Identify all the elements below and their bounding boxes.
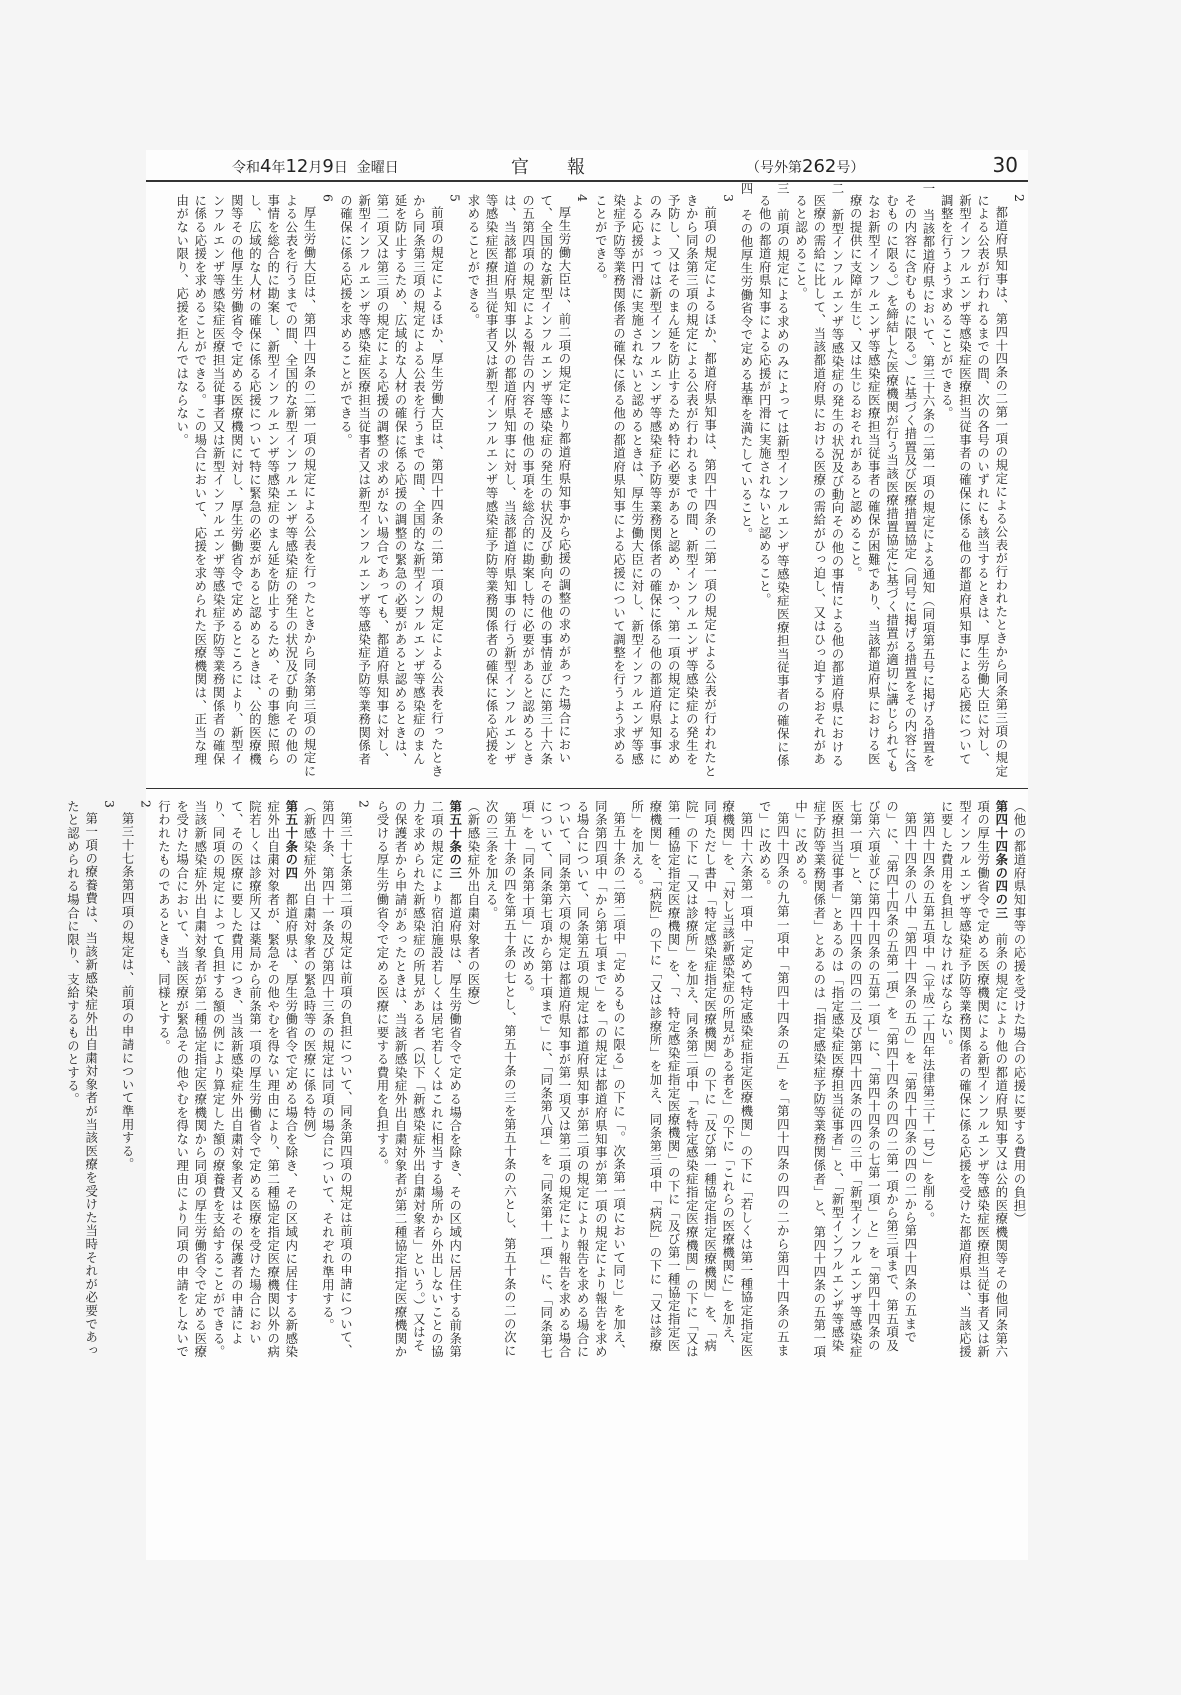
page-number: 30 [992, 153, 1018, 177]
paragraph-number: 3 [720, 194, 736, 203]
gazette-title: 官報 [511, 157, 623, 178]
gazette-page [65, 150, 1028, 1560]
paragraph: 第五十条の四を第五十条の七とし、第五十条の三を第五十条の六とし、第五十条の二の次に次の三条を加える。 [484, 800, 518, 1358]
paragraph: 第一項の療養費は、当該新感染症外出自粛対象者が当該医療を受けた当時それが必要であったと認められる場合に限り、支給するものとする。 [65, 800, 99, 1358]
article-paragraph [373, 800, 464, 1360]
list-item: 四 その他厚生労働省令で定める基準を満たしていること。 [738, 181, 754, 541]
paragraph: 第四十四条の八中「第四十四条の五の」を「第四十四条の四の二から第四十四条の五までの」に、「第四十四条の五第一項」を「第四十四条の四の二第一項から第三項まで、第五項及び第六項並びに第四十四条の五第一項」に、「第四十四条の七第一項」と」を「第四十四条の七第一項」と、第四十四条の四の二及び第四十四条の四の三中「新型インフルエンザ等感染症医療担当従事者」とあるのは「指定感染症医療担当従事者」と、「新型インフルエンザ等感染症予防等業務関係者」とあるのは「指定感染症予防等業務関係者」と、第四十四条の五第一項中」に改める。 [793, 800, 918, 1359]
paragraph-number: 6 [320, 194, 336, 203]
paragraph: 第四十四条の五第五項中「（平成二十四年法律第三十一号）」を削る。 [920, 812, 936, 1226]
issue-number: （号外第262号） [746, 156, 865, 177]
paragraph: 都道府県知事は、第四十四条の二第一項の規定による公表が行われたときから同条第三項の規定による公表が行われるまでの間、次の各号のいずれにも該当するときは、厚生労働大臣に対し、新型インフルエンザ等感染症医療担当従事者の確保に係る他の都道府県知事による応援について調整を行うよう求めることができる。 [939, 194, 1009, 779]
paragraph-number: 2 [1012, 194, 1027, 203]
article-paragraph [154, 800, 300, 1360]
paragraph-number: 3 [101, 800, 117, 809]
article-caption: （他の都道府県知事等の応援を受けた場合の応援に要する費用の負担） [1012, 800, 1027, 1226]
page-header [146, 150, 1028, 182]
list-item: 二 新型インフルエンザ等感染症の発生の状況及び動向その他の事情による他の都道府県における医療の需給に比して、当該都道府県における医療の需給がひっ迫し、又はひっ迫するおそれがあると認めること。 [793, 181, 845, 767]
paragraph: 第四十六条第一項中「定めて特定感染症指定医療機関」の下に「若しくは第一種協定指定医療機関」を、「対し当該新感染症の所見がある者を」の下に「これらの医療機関に」を加え、同項ただし書中「特定感染症指定医療機関」の下に「及び第一種協定指定医療機関」を、「病院」の下に「又は診療所」を加え、同条第二項中「を特定感染症指定医療機関」の下に「又は第一種協定指定医療機関」を、「、特定感染症指定医療機関」の下に「及び第一種協定指定医療機関」を、「病院」の下に「又は診療所」を加え、同条第三項中「病院」の下に「又は診療所」を加える。 [629, 800, 754, 1359]
article-text: 前条の規定により他の都道府県知事又は公的医療機関等その他同条第六項の厚生労働省令で定める医療機関による新型インフルエンザ等感染症医療担当従事者又は新型インフルエンザ等感染症予防等業務関係者の確保に係る応援を受けた都道府県は、当該応援に要した費用を負担しなければならない。 [939, 800, 1009, 1359]
paragraph: 厚生労働大臣は、前二項の規定により都道府県知事から応援の調整の求めがあった場合において、全国的な新型インフルエンザ等感染症の発生の状況及び動向その他の事情並びに第三十六条の五第四項の規定による報告の内容その他の事項を総合的に勘案し特に必要があると認めるときは、当該都道府県知事以外の都道府県知事に対し、当該都道府県知事の行う新型インフルエンザ等感染症医療担当従事者又は新型インフルエンザ等感染症予防等業務関係者の確保に係る応援を求めることができる。 [465, 194, 572, 766]
paragraph: 前項の規定によるほか、厚生労働大臣は、第四十四条の二第一項の規定による公表を行ったときから同条第三項の規定による公表を行うまでの間、全国的な新型インフルエンザ等感染症のまん延を防止するため、広域的な人材の確保に係る応援の調整の緊急の必要があると認めるときは、第二項又は第三項の規定による応援の調整の求めがない場合であっても、都道府県知事に対し、新型インフルエンザ等感染症医療担当従事者又は新型インフルエンザ等感染症予防等業務関係者の確保に係る応援を求めることができる。 [338, 194, 445, 779]
lower-text-block [65, 800, 1028, 1360]
paragraph-number: 2 [356, 800, 372, 809]
paragraph-number: 5 [447, 194, 463, 203]
paragraph: 第五十条の二第二項中「定めるものに限る」の下に「。次条第一項において同じ」を加え、同条第四項中「から第七項まで」を「の規定は都道府県知事が第一項の規定により報告を求める場合について、同条第五項の規定は都道府県知事が第二項の規定により報告を求める場合について、同条第六項の規定は都道府県知事が第一項又は第二項の規定により報告を求める場合について、同条第七項から第十項まで」に、「同条第八項」を「同条第十一項」に、「同条第七項」を「同条第十項」に改める。 [520, 800, 627, 1360]
article-label: 第四十四条の四の三 [993, 800, 1009, 920]
article-caption: （新感染症外出自粛対象者の医療） [465, 800, 481, 1013]
list-item: 三 前項の規定による求めのみによっては新型インフルエンザ等感染症医療担当従事者の確保に係る他の都道府県知事による応援が円滑に実施されないと認めること。 [757, 181, 791, 767]
paragraph: 第三十七条第二項の規定は前項の負担について、同条第四項の規定は前項の申請について、第四十条、第四十一条及び第四十三条の規定は同項の場合について、それぞれ準用する。 [320, 800, 354, 1358]
article-label: 第五十条の四 [283, 800, 299, 880]
list-item: 一 当該都道府県において、第三十六条の二第一項の規定による通知（同項第五号に掲げる措置をその内容に含むものに限る。）に基づく措置及び医療措置協定（同号に掲げる措置をその内容に含むものに限る。）を締結した医療機関が行う当該医療措置協定に基づく措置が適切に講じられてもなお新型インフルエンザ等感染症医療担当従事者の確保が困難であり、当該都道府県における医療の提供に支障が生じ、又は生じるおそれがあると認めること。 [848, 181, 936, 773]
paragraph: 前項の規定によるほか、都道府県知事は、第四十四条の二第一項の規定による公表が行われたときから同条第三項の規定による公表が行われるまでの間、新型インフルエンザ等感染症の発生を予防し、又はそのまん延を防止するため特に必要があると認め、かつ、第一項の規定による求めのみによっては新型インフルエンザ等感染症予防等業務関係者の確保に係る他の都道府県知事による応援が円滑に実施されないと認めるときは、厚生労働大臣に対し、新型インフルエンザ等感染症予防等業務関係者の確保に係る他の都道府県知事による応援について調整を行うよう求めることができる。 [593, 194, 718, 779]
article-caption: （新感染症外出自粛対象者の緊急時等の医療に係る特例） [302, 800, 318, 1146]
upper-text-block [146, 181, 1028, 779]
article-text: 都道府県は、厚生労働省令で定める場合を除き、その区域内に居住する前条第二項の規定により宿泊施設若しくは居宅若しくはこれに相当する場所から外出しないことの協力を求められた新感染症の所見がある者（以下「新感染症外出自粛対象者」という。）又はその保護者から申請があったときは、当該新感染症外出自粛対象者が第二種協定指定医療機関から受ける厚生労働省令で定める医療に要する費用を負担する。 [374, 800, 463, 1359]
paragraph: 第四十四条の九第一項中「第四十四条の五」を「第四十四条の四の二から第四十四条の五まで」に改める。 [757, 800, 791, 1358]
section-divider [146, 788, 1028, 789]
paragraph-number: 4 [575, 194, 591, 203]
article-label: 第五十条の三 [447, 800, 463, 880]
paragraph-number: 2 [138, 800, 154, 809]
paragraph: 第三十七条第四項の規定は、前項の申請について準用する。 [120, 812, 136, 1172]
paragraph: 厚生労働大臣は、第四十四条の二第一項の規定による公表を行ったときから同条第三項の規定による公表を行うまでの間、全国的な新型インフルエンザ等感染症の発生の状況及び動向その他の事情を総合的に勘案し、新型インフルエンザ等感染症のまん延を防止するため、その事態に照らし、広域的な人材の確保に係る応援について特に緊急の必要があると認めるときは、公的医療機関等その他厚生労働省令で定める医療機関に対し、厚生労働省令で定めるところにより、新型インフルエンザ等感染症医療担当従事者又は新型インフルエンザ等感染症予防等業務関係者の確保に係る応援を求めることができる。この場合において、応援を求められた医療機関は、正当な理由がない限り、応援を拒んではならない。 [174, 194, 318, 779]
issue-date: 令和4年12月9日 金曜日 [232, 156, 399, 177]
article-paragraph [937, 800, 1010, 1360]
article-text: 都道府県は、厚生労働省令で定める場合を除き、その区域内に居住する新感染症外出自粛対象者が、緊急その他やむを得ない理由により、第二種協定指定医療機関以外の病院若しくは診療所又は薬局から前条第一項の厚生労働省令で定める医療を受けた場合において、その医療に要した費用につき、当該新感染症外出自粛対象者又はその保護者の申請により、同項の規定によって負担する額の例により算定した額の療養費を支給することができる。当該新感染症外出自粛対象者が第二種協定指定医療機関から同項の厚生労働省令で定める医療を受けた場合において、当該医療が緊急その他やむを得ない理由により同項の申請をしないで行われたものであるときも、同様とする。 [156, 800, 299, 1359]
